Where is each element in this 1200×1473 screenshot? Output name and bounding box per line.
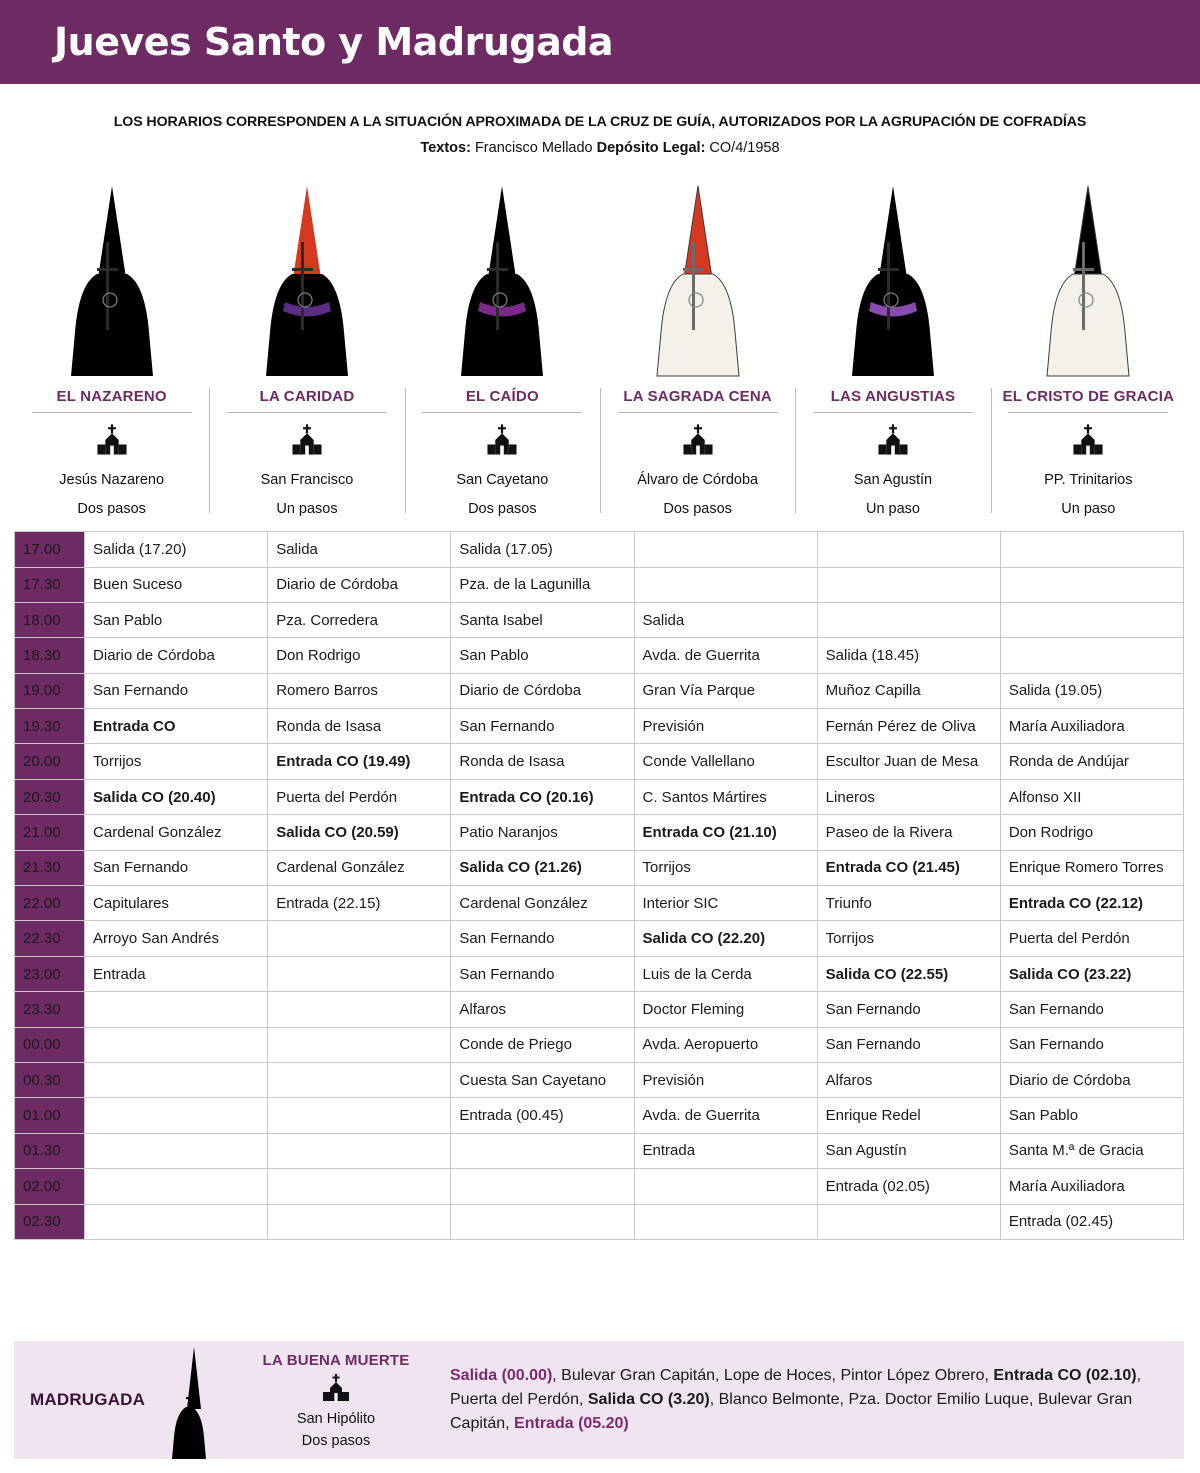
brotherhood-column xyxy=(795,178,990,519)
schedule-cell xyxy=(268,1098,451,1133)
schedule-cell: Entrada CO (22.12) xyxy=(1000,886,1183,921)
table-row xyxy=(15,1204,1184,1239)
schedule-cell: Torrijos xyxy=(817,921,1000,956)
church-icon xyxy=(483,423,521,462)
schedule-cell xyxy=(268,1133,451,1168)
schedule-cell: Enrique Romero Torres xyxy=(1000,850,1183,885)
brotherhood-pasos: Un pasos xyxy=(276,500,338,517)
brotherhood-name: LA SAGRADA CENA xyxy=(623,388,772,405)
time-cell: 22.00 xyxy=(15,886,85,921)
schedule-cell: Don Rodrigo xyxy=(1000,815,1183,850)
brotherhood-church: San Cayetano xyxy=(456,472,549,488)
schedule-cell: Muñoz Capilla xyxy=(817,673,1000,708)
schedule-cell: Pza. de la Lagunilla xyxy=(451,567,634,602)
brotherhood-pasos: Dos pasos xyxy=(663,500,732,517)
schedule-cell: Triunfo xyxy=(817,886,1000,921)
table-row xyxy=(15,673,1184,708)
schedule-cell: Ronda de Isasa xyxy=(268,709,451,744)
brotherhood-church: PP. Trinitarios xyxy=(1044,472,1133,488)
schedule-cell: Entrada CO (20.16) xyxy=(451,779,634,814)
schedule-table xyxy=(14,531,1184,1240)
schedule-cell xyxy=(85,1098,268,1133)
page-title: Jueves Santo y Madrugada xyxy=(54,20,614,64)
schedule-cell: San Fernando xyxy=(817,992,1000,1027)
schedule-cell: Avda. de Guerrita xyxy=(634,638,817,673)
page-header xyxy=(0,0,1200,84)
nazareno-figure xyxy=(795,178,990,378)
schedule-cell: Puerta del Perdón xyxy=(268,779,451,814)
time-cell: 21.00 xyxy=(15,815,85,850)
schedule-notice: LOS HORARIOS CORRESPONDEN A LA SITUACIÓN APROXIMADA DE LA CRUZ DE GUÍA, AUTORIZADOS POR LA AGRUPACIÓN DE COFRADÍAS xyxy=(113,114,1087,130)
schedule-cell xyxy=(268,1204,451,1239)
church-icon xyxy=(288,423,326,462)
schedule-cell: Patio Naranjos xyxy=(451,815,634,850)
brotherhood-column xyxy=(209,178,404,519)
time-cell: 23.00 xyxy=(15,956,85,991)
table-row xyxy=(15,921,1184,956)
table-row xyxy=(15,1169,1184,1204)
divider xyxy=(32,412,192,413)
schedule-cell: Diario de Córdoba xyxy=(451,673,634,708)
schedule-cell xyxy=(817,602,1000,637)
brotherhood-pasos: Un paso xyxy=(1061,500,1116,517)
schedule-cell: Capitulares xyxy=(85,886,268,921)
brotherhood-column xyxy=(600,178,795,519)
madrugada-label: MADRUGADA xyxy=(30,1390,146,1409)
schedule-cell: San Fernando xyxy=(1000,992,1183,1027)
schedule-cell: C. Santos Mártires xyxy=(634,779,817,814)
schedule-cell: Doctor Fleming xyxy=(634,992,817,1027)
schedule-cell: Salida CO (22.20) xyxy=(634,921,817,956)
time-cell: 20.00 xyxy=(15,744,85,779)
schedule-cell: Entrada CO (21.45) xyxy=(817,850,1000,885)
church-icon xyxy=(874,423,912,462)
nazareno-figure xyxy=(14,178,209,378)
table-row xyxy=(15,815,1184,850)
schedule-cell xyxy=(85,1204,268,1239)
schedule-cell: Entrada xyxy=(85,956,268,991)
schedule-cell: Diario de Córdoba xyxy=(268,567,451,602)
time-cell: 21.30 xyxy=(15,850,85,885)
schedule-cell: Santa Isabel xyxy=(451,602,634,637)
divider xyxy=(422,412,582,413)
time-cell: 02.00 xyxy=(15,1169,85,1204)
time-cell: 18.30 xyxy=(15,638,85,673)
schedule-cell: Salida CO (20.59) xyxy=(268,815,451,850)
schedule-cell: Salida (19.05) xyxy=(1000,673,1183,708)
divider xyxy=(618,412,778,413)
schedule-cell: Torrijos xyxy=(85,744,268,779)
madrugada-brotherhood xyxy=(236,1341,436,1459)
schedule-cell: Cardenal González xyxy=(85,815,268,850)
credits-deposito-label: Depósito Legal: xyxy=(596,140,706,156)
schedule-cell xyxy=(817,532,1000,567)
divider xyxy=(1008,412,1168,413)
schedule-cell xyxy=(634,567,817,602)
schedule-cell: Cuesta San Cayetano xyxy=(451,1062,634,1097)
table-row xyxy=(15,638,1184,673)
schedule-cell xyxy=(451,1133,634,1168)
schedule-cell: Luis de la Cerda xyxy=(634,956,817,991)
time-cell: 00.00 xyxy=(15,1027,85,1062)
route-segment: , Bulevar Gran Capitán, Lope de Hoces, Pintor López Obrero, xyxy=(552,1367,994,1385)
schedule-cell: Alfonso XII xyxy=(1000,779,1183,814)
route-segment: Salida CO (3.20) xyxy=(587,1391,710,1409)
schedule-cell: San Pablo xyxy=(85,602,268,637)
schedule-cell xyxy=(268,992,451,1027)
route-segment: Entrada CO (02.10) xyxy=(993,1367,1137,1385)
time-cell: 22.30 xyxy=(15,921,85,956)
time-cell: 01.00 xyxy=(15,1098,85,1133)
credits-textos-label: Textos: xyxy=(420,140,471,156)
schedule-cell xyxy=(85,1062,268,1097)
schedule-cell: Pza. Corredera xyxy=(268,602,451,637)
schedule-cell: Salida CO (23.22) xyxy=(1000,956,1183,991)
brotherhood-column xyxy=(405,178,600,519)
schedule-cell xyxy=(85,1133,268,1168)
divider xyxy=(813,412,973,413)
schedule-cell: Enrique Redel xyxy=(817,1098,1000,1133)
nazareno-figure-madrugada xyxy=(166,1341,236,1459)
schedule-cell: San Fernando xyxy=(451,921,634,956)
schedule-cell: Conde de Priego xyxy=(451,1027,634,1062)
credits-author: Francisco Mellado xyxy=(470,140,597,156)
brotherhood-name: LAS ANGUSTIAS xyxy=(830,388,956,405)
credits-line xyxy=(0,140,1200,156)
schedule-cell xyxy=(268,921,451,956)
schedule-cell: Entrada CO xyxy=(85,709,268,744)
church-icon xyxy=(679,423,717,462)
schedule-cell xyxy=(85,992,268,1027)
table-row xyxy=(15,709,1184,744)
schedule-cell xyxy=(634,1169,817,1204)
schedule-cell: Gran Vía Parque xyxy=(634,673,817,708)
schedule-cell: San Pablo xyxy=(1000,1098,1183,1133)
schedule-cell xyxy=(268,1062,451,1097)
schedule-cell xyxy=(634,532,817,567)
schedule-cell: San Pablo xyxy=(451,638,634,673)
schedule-cell: Cardenal González xyxy=(451,886,634,921)
schedule-cell: Alfaros xyxy=(817,1062,1000,1097)
schedule-cell xyxy=(85,1169,268,1204)
schedule-cell xyxy=(1000,567,1183,602)
schedule-cell xyxy=(634,1204,817,1239)
schedule-cell xyxy=(1000,532,1183,567)
schedule-cell: Lineros xyxy=(817,779,1000,814)
schedule-cell: Arroyo San Andrés xyxy=(85,921,268,956)
route-segment: Entrada (05.20) xyxy=(514,1414,629,1432)
schedule-cell: Torrijos xyxy=(634,850,817,885)
schedule-cell: Buen Suceso xyxy=(85,567,268,602)
schedule-cell: Salida xyxy=(268,532,451,567)
brotherhood-columns xyxy=(0,178,1200,519)
schedule-cell: Entrada (02.05) xyxy=(817,1169,1000,1204)
brotherhood-church: Jesús Nazareno xyxy=(59,472,165,488)
nazareno-figure xyxy=(405,178,600,378)
nazareno-figure xyxy=(600,178,795,378)
nazareno-figure xyxy=(991,178,1186,378)
divider xyxy=(227,412,387,413)
schedule-cell: San Fernando xyxy=(1000,1027,1183,1062)
table-row xyxy=(15,1133,1184,1168)
schedule-cell: Entrada (00.45) xyxy=(451,1098,634,1133)
schedule-cell: Previsión xyxy=(634,709,817,744)
schedule-cell: San Fernando xyxy=(451,956,634,991)
route-segment: Salida (00.00) xyxy=(450,1367,553,1385)
brotherhood-pasos: Un paso xyxy=(865,500,920,517)
schedule-cell: Paseo de la Rivera xyxy=(817,815,1000,850)
time-cell: 02.30 xyxy=(15,1204,85,1239)
brotherhood-name: EL NAZARENO xyxy=(56,388,167,405)
time-cell: 19.30 xyxy=(15,709,85,744)
schedule-cell: Entrada CO (19.49) xyxy=(268,744,451,779)
time-cell: 00.30 xyxy=(15,1062,85,1097)
table-row xyxy=(15,956,1184,991)
schedule-cell xyxy=(817,567,1000,602)
schedule-cell xyxy=(268,1169,451,1204)
church-icon xyxy=(93,423,131,462)
time-cell: 01.30 xyxy=(15,1133,85,1168)
table-row xyxy=(15,779,1184,814)
schedule-cell: Entrada (22.15) xyxy=(268,886,451,921)
schedule-cell: María Auxiliadora xyxy=(1000,1169,1183,1204)
schedule-cell: Salida (18.45) xyxy=(817,638,1000,673)
brotherhood-pasos: Dos pasos xyxy=(468,500,537,517)
schedule-cell: Entrada CO (21.10) xyxy=(634,815,817,850)
schedule-cell: Romero Barros xyxy=(268,673,451,708)
schedule-cell: María Auxiliadora xyxy=(1000,709,1183,744)
schedule-cell xyxy=(1000,638,1183,673)
madrugada-panel xyxy=(14,1341,1184,1459)
madrugada-church: San Hipólito xyxy=(296,1411,376,1428)
schedule-cell: Salida CO (22.55) xyxy=(817,956,1000,991)
time-cell: 17.00 xyxy=(15,532,85,567)
brotherhood-church: San Francisco xyxy=(260,472,354,488)
table-row xyxy=(15,1027,1184,1062)
schedule-cell: Conde Vallellano xyxy=(634,744,817,779)
schedule-cell: Fernán Pérez de Oliva xyxy=(817,709,1000,744)
table-row xyxy=(15,886,1184,921)
table-row xyxy=(15,744,1184,779)
schedule-cell: Entrada (02.45) xyxy=(1000,1204,1183,1239)
table-row xyxy=(15,567,1184,602)
schedule-cell xyxy=(451,1204,634,1239)
credits-deposito-value: CO/4/1958 xyxy=(705,140,780,156)
time-cell: 20.30 xyxy=(15,779,85,814)
schedule-cell: Escultor Juan de Mesa xyxy=(817,744,1000,779)
brotherhood-pasos: Dos pasos xyxy=(77,500,146,517)
route-segment: , Blanco Belmonte, Pza. Doctor Emilio Luque, Bulevar Gran Capitán, xyxy=(450,1391,1133,1432)
brotherhood-name: EL CAÍDO xyxy=(465,388,539,405)
schedule-cell xyxy=(451,1169,634,1204)
schedule-cell: Salida (17.05) xyxy=(451,532,634,567)
table-row xyxy=(15,532,1184,567)
route-segment: , Puerta del Perdón, xyxy=(450,1367,1142,1409)
madrugada-pasos: Dos pasos xyxy=(301,1433,371,1449)
time-cell: 18.00 xyxy=(15,602,85,637)
schedule-cell: Ronda de Andújar xyxy=(1000,744,1183,779)
schedule-cell: Diario de Córdoba xyxy=(85,638,268,673)
table-row xyxy=(15,850,1184,885)
church-icon xyxy=(319,1373,353,1408)
schedule-cell: San Fernando xyxy=(85,850,268,885)
schedule-cell: Don Rodrigo xyxy=(268,638,451,673)
schedule-cell: San Fernando xyxy=(451,709,634,744)
schedule-cell: Salida xyxy=(634,602,817,637)
brotherhood-church: San Agustín xyxy=(853,472,933,488)
schedule-cell: Santa M.ª de Gracia xyxy=(1000,1133,1183,1168)
table-row xyxy=(15,1062,1184,1097)
madrugada-title: LA BUENA MUERTE xyxy=(262,1352,410,1370)
schedule-cell: Previsión xyxy=(634,1062,817,1097)
church-icon xyxy=(1069,423,1107,462)
schedule-cell: Interior SIC xyxy=(634,886,817,921)
schedule-cell xyxy=(85,1027,268,1062)
schedule-cell xyxy=(268,956,451,991)
schedule-cell: Alfaros xyxy=(451,992,634,1027)
brotherhood-column xyxy=(991,178,1186,519)
schedule-cell: San Fernando xyxy=(85,673,268,708)
table-row xyxy=(15,1098,1184,1133)
schedule-cell: San Fernando xyxy=(817,1027,1000,1062)
table-row xyxy=(15,992,1184,1027)
time-cell: 17.30 xyxy=(15,567,85,602)
brotherhood-column xyxy=(14,178,209,519)
schedule-cell: Ronda de Isasa xyxy=(451,744,634,779)
table-row xyxy=(15,602,1184,637)
schedule-cell: Salida CO (20.40) xyxy=(85,779,268,814)
nazareno-figure xyxy=(209,178,404,378)
schedule-cell: Avda. de Guerrita xyxy=(634,1098,817,1133)
brotherhood-name: EL CRISTO DE GRACIA xyxy=(1002,388,1175,405)
schedule-cell xyxy=(1000,602,1183,637)
schedule-cell xyxy=(268,1027,451,1062)
schedule-cell: Diario de Córdoba xyxy=(1000,1062,1183,1097)
schedule-cell: Salida CO (21.26) xyxy=(451,850,634,885)
schedule-cell: Avda. Aeropuerto xyxy=(634,1027,817,1062)
time-cell: 19.00 xyxy=(15,673,85,708)
schedule-cell: Salida (17.20) xyxy=(85,532,268,567)
schedule-cell: Cardenal González xyxy=(268,850,451,885)
schedule-cell: Entrada xyxy=(634,1133,817,1168)
brotherhood-church: Álvaro de Córdoba xyxy=(637,472,759,488)
schedule-cell xyxy=(817,1204,1000,1239)
time-cell: 23.30 xyxy=(15,992,85,1027)
schedule-cell: San Agustín xyxy=(817,1133,1000,1168)
madrugada-route xyxy=(436,1341,1184,1459)
brotherhood-name: LA CARIDAD xyxy=(259,388,355,405)
schedule-cell: Puerta del Perdón xyxy=(1000,921,1183,956)
